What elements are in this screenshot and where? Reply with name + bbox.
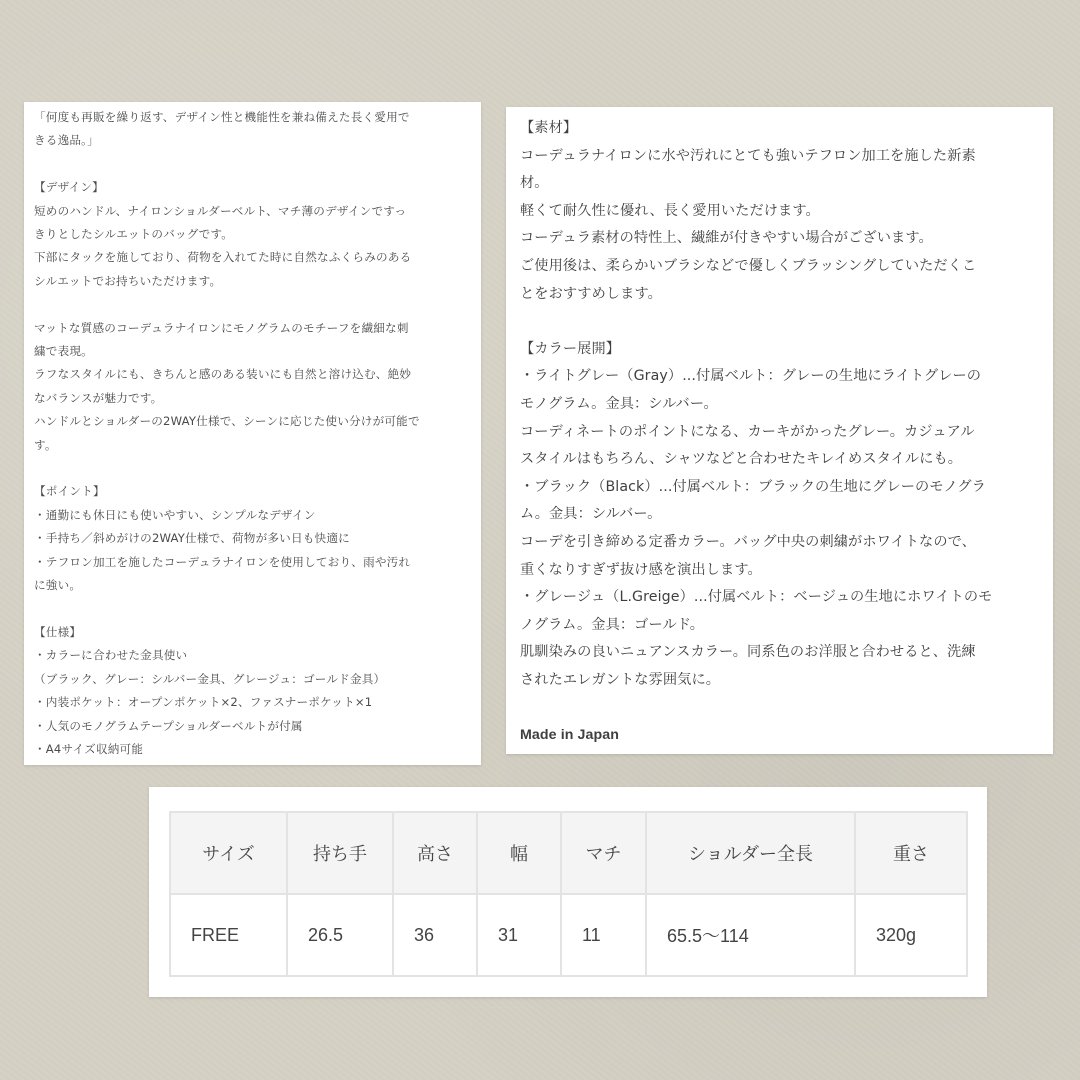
cell-shoulder-length: 65.5〜114 xyxy=(646,894,855,976)
spec-item: ・人気のモノグラムテープショルダーベルトが付属 xyxy=(34,718,303,733)
color-greige-text: ノグラム。金具：ゴールド。 xyxy=(520,616,705,633)
color-gray-text: ・ライトグレー（Gray）...付属ベルト：グレーの生地にライトグレーの xyxy=(520,368,982,385)
point-item: ・通勤にも休日にも使いやすい、シンプルなデザイン xyxy=(34,507,316,522)
made-in-label: Made in Japan xyxy=(520,727,620,744)
texture-text: ラフなスタイルにも、きちんと感のある装いにも自然と溶け込む、絶妙 xyxy=(34,367,412,382)
material-text: とをおすすめします。 xyxy=(520,285,662,302)
section-heading-points: 【ポイント】 xyxy=(34,484,105,499)
spec-item: （ブラック、グレー：シルバー金具、グレージュ：ゴールド金具） xyxy=(34,671,386,686)
texture-text: ハンドルとショルダーの2WAY仕様で、シーンに応じた使い分けが可能で xyxy=(34,414,420,429)
header-gusset: マチ xyxy=(561,812,646,894)
material-text: ご使用後は、柔らかいブラシなどで優しくブラッシングしていただくこ xyxy=(520,257,977,274)
point-item: ・手持ち／斜めがけの2WAY仕様で、荷物が多い日も快適に xyxy=(34,531,350,546)
color-gray-text: スタイルはもちろん、シャツなどと合わせたキレイめスタイルにも。 xyxy=(520,451,963,468)
spacer xyxy=(34,153,471,176)
section-heading-material: 【素材】 xyxy=(520,120,578,136)
material-text: 材。 xyxy=(520,175,549,192)
texture-text: 繍で表現。 xyxy=(34,344,93,359)
point-item: ・テフロン加工を施したコーデュラナイロンを使用しており、雨や汚れ xyxy=(34,554,411,569)
product-description-panel xyxy=(24,102,481,765)
design-text: 短めのハンドル、ナイロンショルダーベルト、マチ薄のデザインですっ xyxy=(34,203,407,218)
point-item: に強い。 xyxy=(34,578,82,593)
design-text: きりとしたシルエットのバッグです。 xyxy=(34,227,234,242)
texture-text: す。 xyxy=(34,437,57,452)
design-text: シルエットでお持ちいただけます。 xyxy=(34,273,222,288)
spacer xyxy=(520,308,1039,336)
table-header-row xyxy=(170,812,967,894)
spacer xyxy=(34,597,471,620)
header-shoulder-length: ショルダー全長 xyxy=(646,812,855,894)
header-size: サイズ xyxy=(170,812,287,894)
color-gray-text: コーディネートのポイントになる、カーキがかったグレー。カジュアル xyxy=(520,423,975,440)
cell-weight: 320g xyxy=(855,894,967,976)
material-text: コーデュラナイロンに水や汚れにとても強いテフロン加工を施した新素 xyxy=(520,147,976,164)
material-color-panel xyxy=(506,107,1053,754)
material-text: 軽くて耐久性に優れ、長く愛用いただけます。 xyxy=(520,202,820,219)
cell-width: 31 xyxy=(477,894,561,976)
color-greige-text: されたエレガントな雰囲気に。 xyxy=(520,671,721,688)
texture-text: マットな質感のコーデュラナイロンにモノグラムのモチーフを繊細な刺 xyxy=(34,320,409,335)
header-height: 高さ xyxy=(393,812,477,894)
table-row xyxy=(170,894,967,976)
spec-item: ・カラーに合わせた金具使い xyxy=(34,648,188,663)
header-width: 幅 xyxy=(477,812,561,894)
size-table xyxy=(169,811,968,977)
material-text: コーデュラ素材の特性上、繊維が付きやすい場合がございます。 xyxy=(520,230,933,247)
cell-size: FREE xyxy=(170,894,287,976)
spec-item: ・内装ポケット：オープンポケット×2、ファスナーポケット×1 xyxy=(34,695,373,710)
color-black-text: ・ブラック（Black）...付属ベルト：ブラックの生地にグレーのモノグラ xyxy=(520,478,986,495)
color-black-text: 重くなりすぎず抜け感を演出します。 xyxy=(520,561,762,578)
spacer xyxy=(34,457,471,480)
spacer xyxy=(34,293,471,316)
color-greige-text: ・グレージュ（L.Greige）...付属ベルト：ベージュの生地にホワイトのモ xyxy=(520,589,993,606)
intro-line-2: きる逸品。」 xyxy=(34,133,99,148)
texture-text: なバランスが魅力です。 xyxy=(34,390,163,405)
cell-handle: 26.5 xyxy=(287,894,393,976)
spacer xyxy=(520,694,1039,722)
spec-item: ・A4サイズ収納可能 xyxy=(34,741,144,756)
color-black-text: ム。金具：シルバー。 xyxy=(520,506,662,523)
color-greige-text: 肌馴染みの良いニュアンスカラー。同系色のお洋服と合わせると、洗練 xyxy=(520,644,976,661)
header-handle: 持ち手 xyxy=(287,812,393,894)
section-heading-colors: 【カラー展開】 xyxy=(520,340,621,357)
cell-height: 36 xyxy=(393,894,477,976)
header-weight: 重さ xyxy=(855,812,967,894)
color-black-text: コーデを引き締める定番カラー。バッグ中央の刺繍がホワイトなので、 xyxy=(520,533,976,550)
section-heading-design: 【デザイン】 xyxy=(34,180,104,195)
color-gray-text: モノグラム。金具：シルバー。 xyxy=(520,395,718,412)
intro-line-1: 「何度も再販を繰り返す、デザイン性と機能性を兼ね備えた長く愛用で xyxy=(34,110,410,124)
design-text: 下部にタックを施しており、荷物を入れてた時に自然なふくらみのある xyxy=(34,250,412,265)
section-heading-spec: 【仕様】 xyxy=(34,624,82,639)
size-table-card xyxy=(149,787,987,997)
cell-gusset: 11 xyxy=(561,894,646,976)
